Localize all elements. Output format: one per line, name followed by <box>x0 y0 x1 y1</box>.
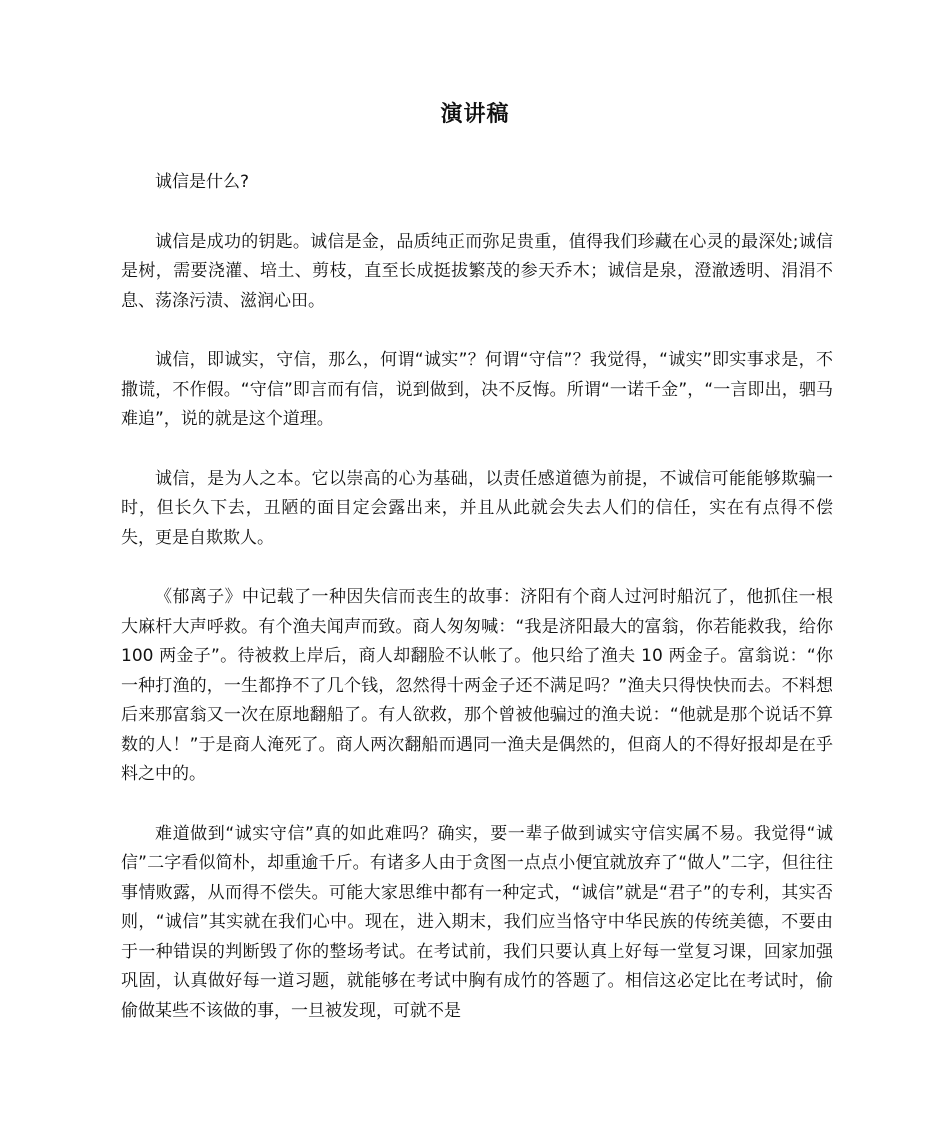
document-title: 演讲稿 <box>440 102 510 127</box>
paragraph-1: 诚信是什么? <box>155 172 250 192</box>
paragraph-3: 诚信，即诚实，守信，那么，何谓“诚实”？何谓“守信”？我觉得，“诚实”即实事求是，不撒谎，不作假。“守信”即言而有信，说到做到，决不反悔。所谓“一诺千金”，“一言即出，驷马难追”，说的就是这个道理。 <box>121 350 833 429</box>
paragraph-6: 难道做到“诚实守信”真的如此难吗？确实，要一辈子做到诚实守信实属不易。我觉得“诚信”二字看似简朴，却重逾千斤。有诸多人由于贪图一点点小便宜就放弃了“做人”二字，但往往事情败露，从而得不偿失。可能大家思维中都有一种定式，“诚信”就是“君子”的专利，其实否则，“诚信”其实就在我们心中。现在，进入期末，我们应当恪守中华民族的传统美德，不要由于一种错误的判断毁了你的整场考试。在考试前，我们只要认真上好每一堂复习课，回家加强巩固，认真做好每一道习题，就能够在考试中胸有成竹的答题了。相信这必定比在考试时，偷偷做某些不该做的事，一旦被发现，可就不是 <box>121 823 833 1021</box>
paragraph-2: 诚信是成功的钥匙。诚信是金，品质纯正而弥足贵重，值得我们珍藏在心灵的最深处;诚信是树，需要浇灌、培土、剪枝，直至长成挺拔繁茂的参天乔木；诚信是泉，澄澈透明、涓涓不息、荡涤污渍、滋润心田。 <box>121 231 833 311</box>
document-body <box>121 168 833 1056</box>
paragraph-5: 《郁离子》中记载了一种因失信而丧生的故事：济阳有个商人过河时船沉了，他抓住一根大麻杆大声呼救。有个渔夫闻声而致。商人匆匆喊：“我是济阳最大的富翁，你若能救我，给你 100 两金子”。待被救上岸后，商人却翻脸不认帐了。他只给了渔夫 10 两金子。富翁说：“你一种打渔的，一生都挣不了几个钱，忽然得十两金子还不满足吗？”渔夫只得快快而去。不料想后来那富翁又一次在原地翻船了。有人欲救，那个曾被他骗过的渔夫说：“他就是那个说话不算数的人！”于是商人淹死了。商人两次翻船而遇同一渔夫是偶然的，但商人的不得好报却是在乎料之中的。 <box>121 587 833 784</box>
paragraph-4: 诚信，是为人之本。它以崇高的心为基础，以责任感道德为前提，不诚信可能能够欺骗一时，但长久下去，丑陋的面目定会露出来，并且从此就会失去人们的信任，实在有点得不偿失，更是自欺欺人。 <box>121 468 833 548</box>
